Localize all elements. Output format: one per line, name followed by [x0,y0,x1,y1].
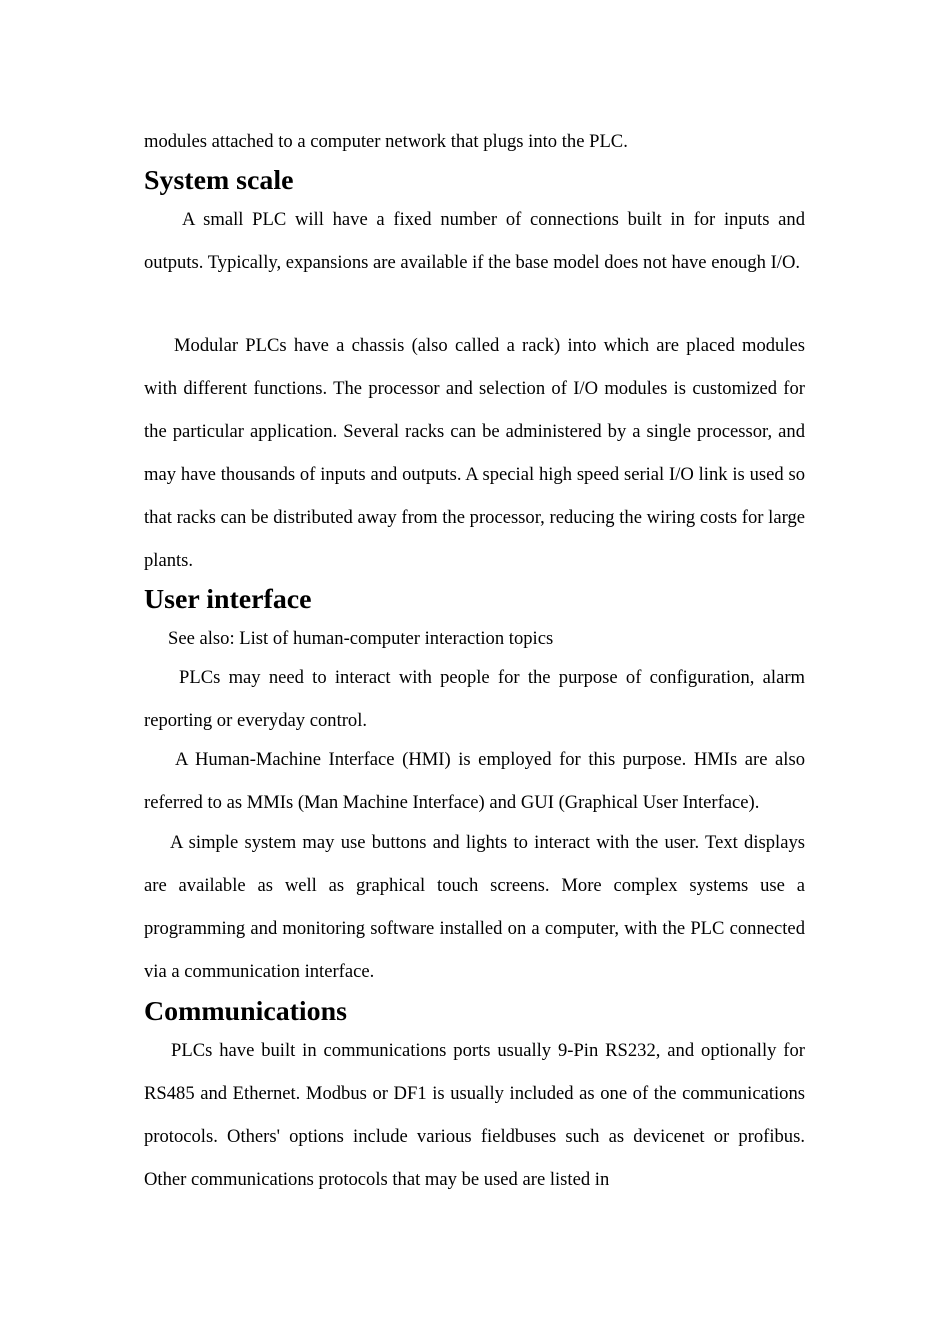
system-scale-paragraph-1-block [144,198,805,284]
see-also-block [144,625,805,653]
continuation-paragraph: modules attached to a computer network that plugs into the PLC. [144,131,628,152]
communications-paragraph-1-block [144,1029,805,1201]
user-interface-paragraph-3-block [144,821,805,993]
continuation-text-block [144,128,805,156]
section-system-scale [144,167,805,195]
communications-paragraph-1: PLCs have built in communications ports usually 9-Pin RS232, and optionally for RS485 and Ethernet. Modbus or DF1 is usually included as one of the communications protocols. Others' options include various fieldbuses such as devicenet or profibus. Other communications protocols that may be used are listed in [144,1040,805,1190]
section-heading-user-interface: User interface [144,584,312,615]
section-heading-communications: Communications [144,996,347,1027]
user-interface-paragraph-1-block [144,656,805,742]
system-scale-paragraph-1: A small PLC will have a fixed number of connections built in for inputs and outputs. Typically, expansions are available if the base model does not have enough I/O. [144,209,805,273]
system-scale-paragraph-2: Modular PLCs have a chassis (also called a rack) into which are placed modules with different functions. The processor and selection of I/O modules is customized for the particular application. Several racks can be administered by a single processor, and may have thousands of inputs and outputs. A special high speed serial I/O link is used so that racks can be distributed away from the processor, reducing the wiring costs for large plants. [144,335,805,571]
see-also-note: See also: List of human-computer interaction topics [168,628,554,649]
section-user-interface [144,586,805,614]
user-interface-paragraph-2-block [144,738,805,824]
system-scale-paragraph-2-block [144,324,805,582]
section-heading-system-scale: System scale [144,165,294,196]
section-communications [144,998,805,1026]
user-interface-paragraph-2: A Human-Machine Interface (HMI) is employed for this purpose. HMIs are also referred to as MMIs (Man Machine Interface) and GUI (Graphical User Interface). [144,749,805,813]
user-interface-paragraph-3: A simple system may use buttons and lights to interact with the user. Text displays are available as well as graphical touch screens. More complex systems use a programming and monitoring software installed on a computer, with the PLC connected via a communication interface. [144,832,805,982]
user-interface-paragraph-1: PLCs may need to interact with people for the purpose of configuration, alarm reporting or everyday control. [144,667,805,731]
